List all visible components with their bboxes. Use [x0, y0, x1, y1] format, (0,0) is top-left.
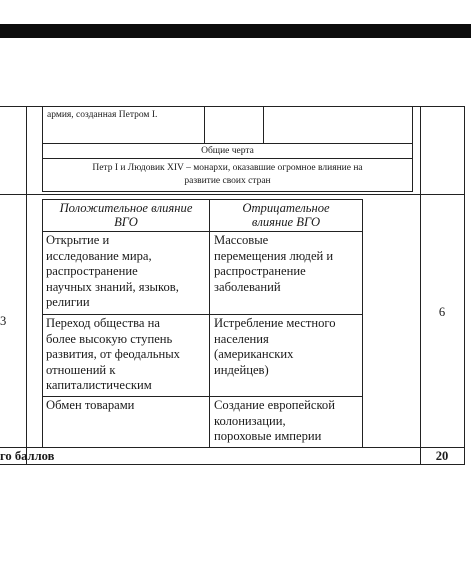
- text-line: перемещения людей и: [214, 248, 334, 263]
- negative-header-line2: влияние ВГО: [251, 215, 321, 229]
- vgo-table-left: [42, 199, 43, 447]
- inner-top-hline3: [42, 191, 413, 192]
- outer-top-line: [0, 106, 465, 107]
- text-line: колонизации,: [214, 413, 286, 428]
- row3-positive: [46, 398, 134, 414]
- text-line: религии: [46, 295, 90, 309]
- text-line: распространение: [46, 264, 138, 278]
- total-score-label: го баллов: [0, 449, 55, 463]
- text-line: развития, от феодальных: [46, 347, 180, 361]
- vgo-table-mid: [209, 199, 210, 447]
- row3-negative: [214, 398, 335, 445]
- row1-positive: [46, 233, 179, 311]
- vgo-table-top: [42, 199, 363, 200]
- text-line: заболеваний: [214, 279, 281, 294]
- common-features-header: Общие черта: [201, 146, 254, 156]
- total-score-value: 20: [435, 449, 449, 463]
- text-line: научных знаний, языков,: [46, 279, 179, 294]
- text-line: Открытие и: [46, 233, 110, 247]
- footer-top-line: [0, 447, 465, 448]
- text-line: населения: [214, 331, 269, 346]
- text-line: пороховые империи: [214, 429, 322, 443]
- inner-top-hline2: [42, 158, 413, 159]
- inner-top-vsplit2: [263, 106, 264, 143]
- positive-header: [43, 201, 209, 229]
- top-bar: [0, 0, 471, 40]
- row2-negative: [214, 316, 336, 378]
- text-line: индейцев): [214, 362, 269, 377]
- common-features-line1: Петр I и Людовик XIV – монархи, оказавшие огромное влияние на: [92, 163, 363, 173]
- row-number: 3: [0, 314, 6, 328]
- army-text: армия, созданная Петром I.: [47, 110, 158, 120]
- vgo-table-right: [362, 199, 363, 447]
- inner-top-hline1: [42, 143, 413, 144]
- positive-header-line2: ВГО: [114, 215, 138, 229]
- vgo-table-row2-bottom: [42, 396, 363, 397]
- vgo-table-header-bottom: [42, 231, 363, 232]
- footer-bottom-line: [0, 464, 465, 465]
- text-line: Массовые: [214, 233, 269, 247]
- text-line: Обмен товарами: [46, 398, 135, 412]
- text-line: распространение: [214, 264, 306, 278]
- common-features-line2: развитие своих стран: [184, 176, 271, 186]
- inner-top-vsplit1: [204, 106, 205, 143]
- text-line: капиталистическим: [46, 378, 152, 392]
- row-score: 6: [438, 305, 446, 319]
- text-line: исследование мира,: [46, 248, 152, 263]
- row1-negative: [214, 233, 333, 295]
- negative-header-line1: Отрицательное: [242, 201, 330, 215]
- section-divider: [0, 194, 465, 195]
- text-line: Истребление местного: [214, 316, 336, 330]
- text-line: Переход общества на: [46, 316, 160, 330]
- positive-header-line1: Положительное влияние: [59, 201, 193, 215]
- outer-right-edge: [464, 106, 465, 464]
- vgo-table-row1-bottom: [42, 314, 363, 315]
- outer-left-line: [26, 106, 27, 464]
- text-line: Создание европейской: [214, 398, 335, 412]
- text-line: более высокую ступень: [46, 331, 173, 346]
- negative-header: [210, 201, 362, 229]
- dark-strip: [0, 24, 471, 38]
- outer-right-divider: [420, 106, 421, 464]
- text-line: отношений к: [46, 362, 116, 377]
- text-line: (американских: [214, 347, 294, 361]
- row2-positive: [46, 316, 180, 394]
